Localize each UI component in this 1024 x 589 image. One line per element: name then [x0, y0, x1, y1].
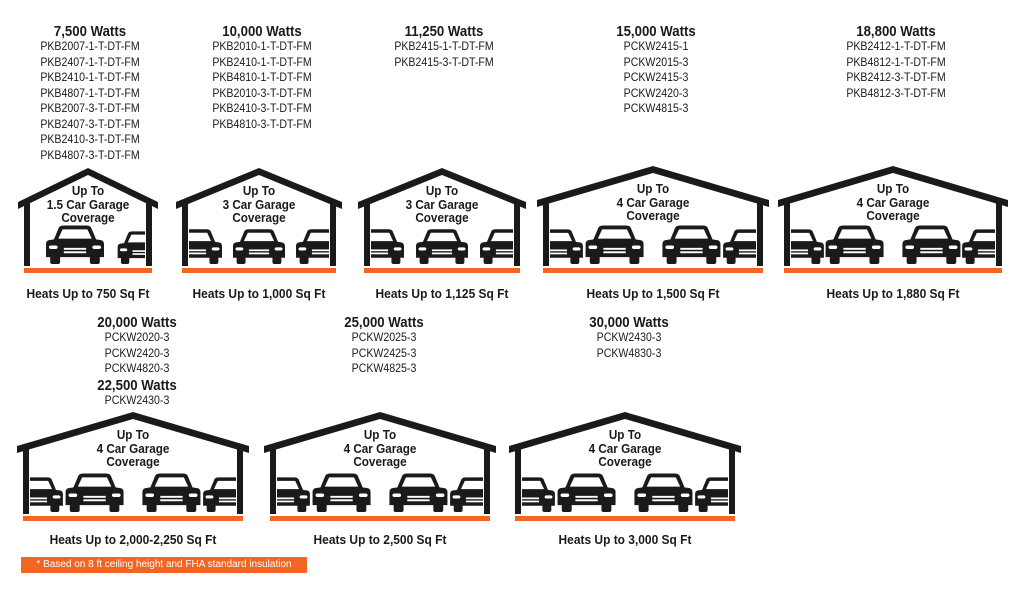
heats-label: Heats Up to 2,000-2,250 Sq Ft — [49, 532, 217, 547]
car-icon — [558, 474, 616, 512]
watt-heading: 15,000 Watts — [616, 23, 696, 40]
model-number: PCKW2430-3 — [596, 332, 662, 344]
coverage-line: Coverage — [232, 210, 286, 225]
model-number: PKB2010-1-T-DT-FM — [212, 41, 312, 53]
coverage-label — [29, 428, 238, 469]
model-number: PCKW4830-3 — [596, 347, 662, 360]
car-icon — [586, 226, 644, 264]
car-icon — [480, 229, 532, 264]
watt-heading: 10,000 Watts — [222, 23, 302, 40]
floor-bar — [784, 268, 1002, 273]
car-icon — [902, 226, 960, 264]
model-number: PKB4807-1-T-DT-FM — [40, 87, 140, 100]
coverage-line: 3 Car Garage — [222, 196, 296, 212]
watt-heading: 20,000 Watts — [97, 314, 177, 331]
model-number: PCKW2020-3 — [104, 332, 170, 344]
car-icon — [11, 477, 63, 512]
coverage-label — [276, 428, 485, 469]
garage-4-car-c — [17, 412, 249, 522]
car-icon — [352, 229, 404, 264]
coverage-label — [25, 184, 151, 225]
garage-4-car-b — [778, 166, 1008, 274]
car-icon — [66, 474, 124, 512]
car-icon — [662, 226, 720, 264]
heats-label: Heats Up to 2,500 Sq Ft — [313, 532, 447, 547]
model-number: PKB2412-3-T-DT-FM — [846, 72, 946, 84]
watt-heading: 30,000 Watts — [589, 314, 669, 331]
coverage-line: Coverage — [353, 454, 407, 469]
model-number: PCKW2025-3 — [351, 332, 417, 344]
floor-bar — [543, 268, 763, 273]
watt-group-18800 — [836, 24, 956, 102]
car-icon — [450, 477, 502, 512]
model-number: PKB4810-1-T-DT-FM — [212, 72, 312, 84]
floor-bar — [24, 268, 152, 273]
model-number: PKB2407-3-T-DT-FM — [40, 118, 140, 131]
watt-group-7500 — [30, 24, 150, 164]
model-number: PCKW2415-3 — [623, 72, 689, 84]
heats-label: Heats Up to 1,000 Sq Ft — [192, 286, 326, 301]
car-icon — [826, 226, 884, 264]
model-number: PKB4810-3-T-DT-FM — [212, 118, 312, 131]
heats-label: Heats Up to 1,500 Sq Ft — [586, 286, 720, 301]
garage-1-5-car — [18, 168, 158, 274]
watt-heading: 11,250 Watts — [404, 23, 484, 40]
garage-3-car-a — [176, 168, 342, 274]
car-icon — [695, 477, 747, 512]
car-icon — [142, 474, 200, 512]
car-icon — [416, 229, 468, 264]
garage-4-car-a — [537, 166, 769, 274]
model-number: PCKW2415-1 — [623, 41, 689, 53]
car-icon — [531, 229, 583, 264]
coverage-line: Up To — [636, 181, 670, 196]
watt-group-20000 — [77, 315, 197, 409]
car-icon — [296, 229, 348, 264]
heats-label: Heats Up to 1,880 Sq Ft — [826, 286, 960, 301]
model-number: PCKW2425-3 — [351, 347, 417, 360]
watt-group-11250 — [384, 24, 504, 71]
coverage-label — [790, 182, 997, 223]
heats-label: Heats Up to 3,000 Sq Ft — [558, 532, 692, 547]
garage-3-car-b — [358, 168, 526, 274]
model-number: PKB2407-1-T-DT-FM — [40, 56, 140, 69]
car-icon — [233, 229, 285, 264]
watt-group-15000 — [596, 24, 716, 118]
model-number: PKB2410-1-T-DT-FM — [212, 56, 312, 69]
watt-heading: 18,800 Watts — [856, 23, 936, 40]
floor-bar — [182, 268, 336, 273]
model-number: PKB4807-3-T-DT-FM — [40, 149, 140, 162]
coverage-label — [366, 184, 517, 225]
model-number: PKB2410-1-T-DT-FM — [40, 72, 140, 84]
car-icon — [962, 229, 1014, 264]
watt-heading: 25,000 Watts — [344, 314, 424, 331]
coverage-line: Up To — [71, 183, 105, 198]
car-icon — [203, 477, 255, 512]
floor-bar — [23, 516, 243, 521]
model-number: PCKW2420-3 — [623, 87, 689, 100]
model-number: PCKW4825-3 — [351, 363, 417, 375]
garage-4-car-d — [264, 412, 496, 522]
coverage-line: Coverage — [866, 208, 920, 223]
model-number: PKB2007-3-T-DT-FM — [40, 103, 140, 115]
car-icon — [313, 474, 371, 512]
coverage-line: 4 Car Garage — [616, 194, 690, 210]
watt-heading: 22,500 Watts — [97, 376, 177, 394]
coverage-line: 1.5 Car Garage — [46, 196, 130, 212]
coverage-line: 4 Car Garage — [588, 440, 662, 456]
coverage-line: Up To — [363, 427, 397, 442]
model-number: PKB4812-3-T-DT-FM — [846, 87, 946, 100]
model-number: PKB2410-3-T-DT-FM — [40, 134, 140, 146]
coverage-label — [549, 182, 758, 223]
car-icon — [170, 229, 222, 264]
model-number: PCKW2015-3 — [623, 56, 689, 69]
footnote-badge: * Based on 8 ft ceiling height and FHA standard insulation values — [21, 557, 307, 573]
model-number: PKB2415-3-T-DT-FM — [394, 56, 494, 69]
car-icon — [503, 477, 555, 512]
model-number: PCKW4815-3 — [623, 103, 689, 115]
coverage-line: 4 Car Garage — [856, 194, 930, 210]
watt-group-10000 — [202, 24, 322, 133]
coverage-line: Up To — [116, 427, 150, 442]
coverage-label — [184, 184, 333, 225]
car-icon — [46, 226, 104, 264]
floor-bar — [270, 516, 490, 521]
model-number: PKB2410-3-T-DT-FM — [212, 103, 312, 115]
coverage-line: Up To — [608, 427, 642, 442]
coverage-line: Coverage — [626, 208, 680, 223]
car-icon — [723, 229, 775, 264]
coverage-line: Coverage — [598, 454, 652, 469]
coverage-line: Coverage — [106, 454, 160, 469]
coverage-line: Coverage — [415, 210, 469, 225]
watt-heading: 7,500 Watts — [53, 23, 127, 40]
model-number: PKB2010-3-T-DT-FM — [212, 87, 312, 100]
coverage-line: 4 Car Garage — [96, 440, 170, 456]
car-icon — [772, 229, 824, 264]
coverage-label — [521, 428, 730, 469]
model-number: PCKW2430-3 — [104, 394, 170, 407]
car-icon — [258, 477, 310, 512]
coverage-line: Up To — [425, 183, 459, 198]
car-icon — [634, 474, 692, 512]
car-icon — [118, 231, 167, 264]
coverage-line: Up To — [242, 183, 276, 198]
coverage-line: Coverage — [61, 210, 115, 225]
coverage-line: 4 Car Garage — [343, 440, 417, 456]
heats-label: Heats Up to 750 Sq Ft — [26, 286, 150, 301]
model-number: PKB4812-1-T-DT-FM — [846, 56, 946, 69]
model-number: PCKW4820-3 — [104, 363, 170, 375]
model-number: PCKW2420-3 — [104, 347, 170, 360]
car-icon — [389, 474, 447, 512]
model-number: PKB2412-1-T-DT-FM — [846, 41, 946, 53]
floor-bar — [364, 268, 520, 273]
garage-4-car-e — [509, 412, 741, 522]
model-number: PKB2415-1-T-DT-FM — [394, 41, 494, 53]
watt-group-30000 — [569, 315, 689, 362]
heats-label: Heats Up to 1,125 Sq Ft — [375, 286, 509, 301]
model-number: PKB2007-1-T-DT-FM — [40, 41, 140, 53]
coverage-line: 3 Car Garage — [405, 196, 479, 212]
watt-group-25000 — [324, 315, 444, 378]
coverage-line: Up To — [876, 181, 910, 196]
floor-bar — [515, 516, 735, 521]
